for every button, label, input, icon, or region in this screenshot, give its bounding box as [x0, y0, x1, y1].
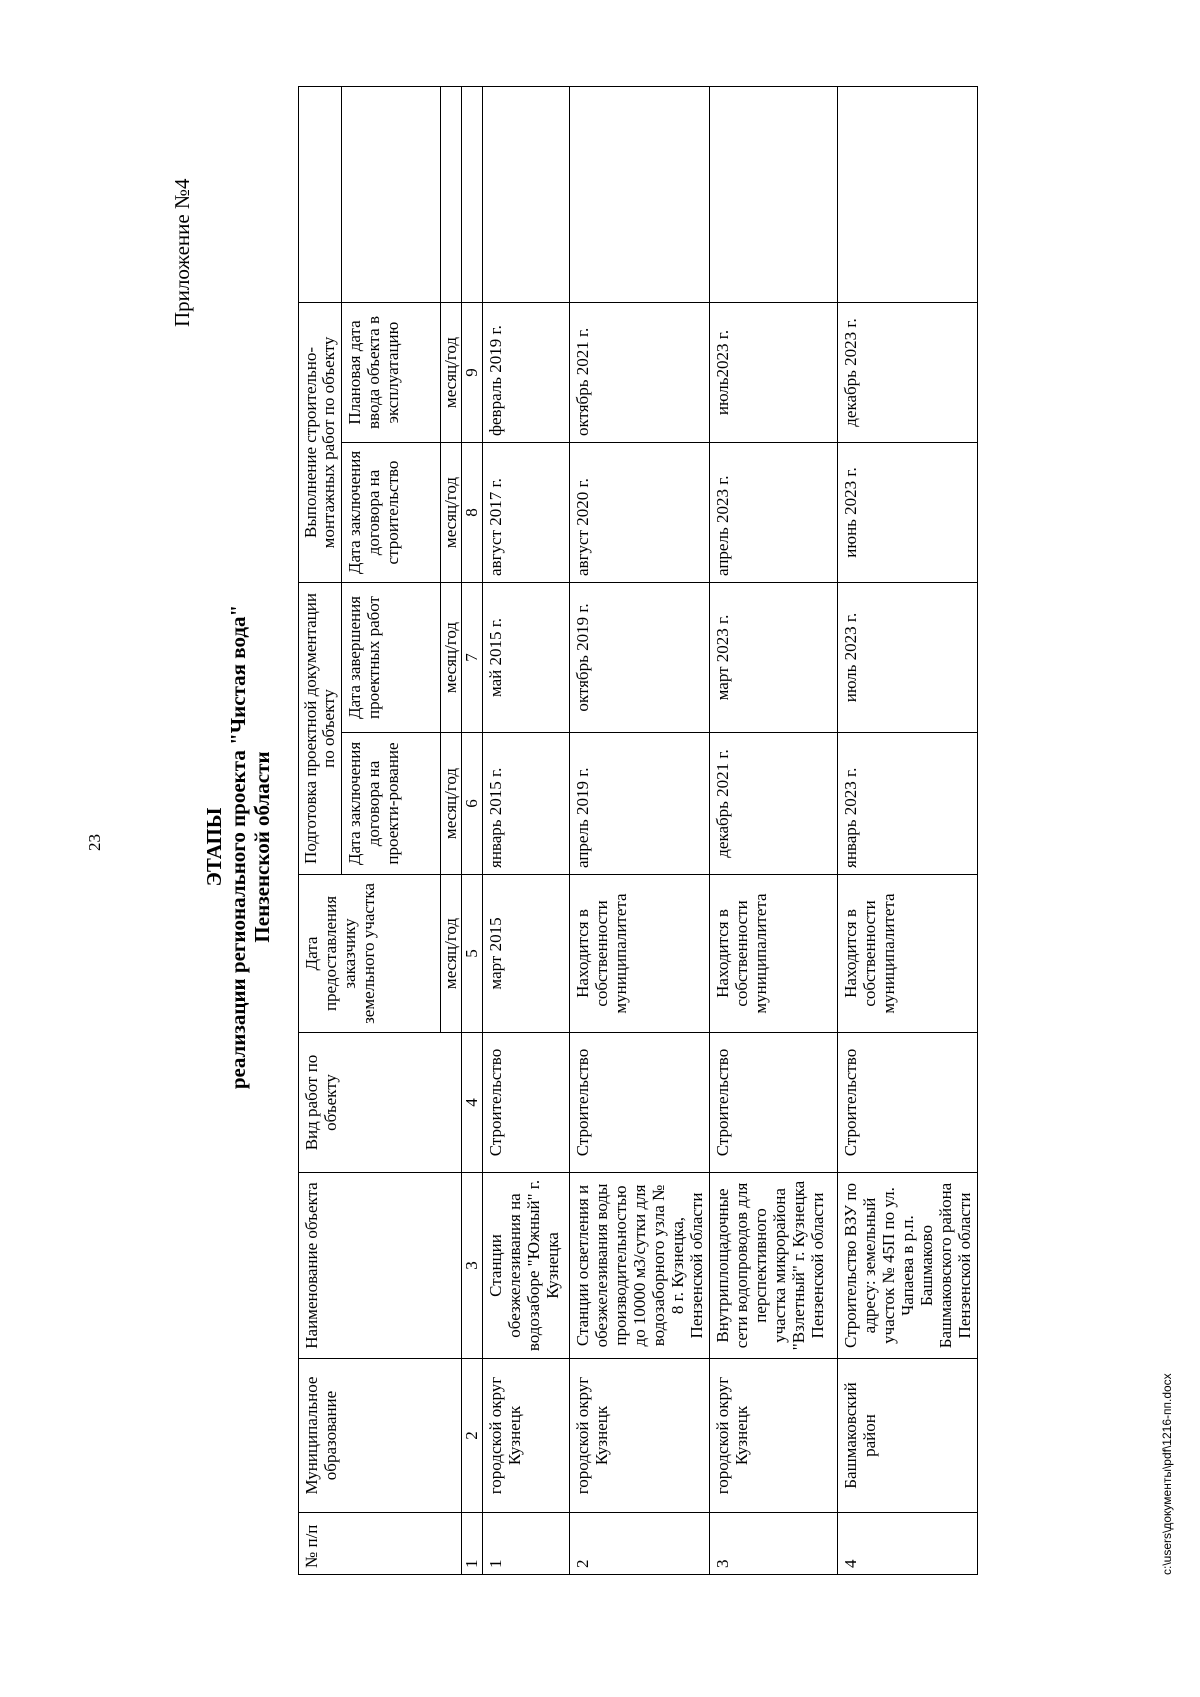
unit-build-contract: месяц/год — [441, 443, 462, 583]
cell-municipality: Башмаковский район — [838, 1359, 978, 1513]
cell-object: Станции обезжелезивания на водозаборе "Южный" г. Кузнецка — [483, 1173, 570, 1359]
appendix-label: Приложение №4 — [170, 178, 194, 327]
cell-design-end: октябрь 2019 г. — [570, 583, 710, 733]
cell-municipality: городской округ Кузнецк — [710, 1359, 838, 1513]
cell-num: 3 — [710, 1513, 838, 1575]
column-number: 3 — [462, 1173, 483, 1359]
header-row-groups — [299, 86, 342, 1574]
cell-work-type: Строительство — [710, 1033, 838, 1173]
cell-build-contract: апрель 2023 г. — [710, 443, 838, 583]
unit-design-contract: месяц/год — [441, 733, 462, 875]
stages-table — [298, 86, 978, 1575]
cell-num: 2 — [570, 1513, 710, 1575]
table-row — [570, 86, 710, 1574]
row-spacer — [570, 86, 710, 302]
table-row — [483, 86, 570, 1574]
header-spacer — [342, 86, 441, 302]
column-number: 5 — [462, 875, 483, 1033]
row-spacer — [838, 86, 978, 302]
cell-commission: октябрь 2021 г. — [570, 302, 710, 442]
unit-land-date: месяц/год — [441, 875, 462, 1033]
header-design-end: Дата завершения проектных работ — [342, 583, 441, 733]
cell-design-end: март 2023 г. — [710, 583, 838, 733]
cell-object: Внутриплощадочные сети водопроводов для перспективного участка микрорайона "Взлетный" г. Кузнецка Пензенской области — [710, 1173, 838, 1359]
column-number: 4 — [462, 1033, 483, 1173]
cell-commission: июль2023 г. — [710, 302, 838, 442]
table-row — [838, 86, 978, 1574]
cell-build-contract: июнь 2023 г. — [838, 443, 978, 583]
title-line-3: Пензенской области — [250, 751, 274, 943]
header-spacer — [299, 86, 342, 302]
header-spacer — [462, 86, 483, 302]
cell-design-end: июль 2023 г. — [838, 583, 978, 733]
cell-municipality: городской округ Кузнецк — [483, 1359, 570, 1513]
header-work-type: Вид работ по объекту — [299, 1033, 462, 1173]
column-number: 8 — [462, 443, 483, 583]
unit-commission: месяц/год — [441, 302, 462, 442]
header-build-contract: Дата заключения договора на строительство — [342, 443, 441, 583]
cell-num: 4 — [838, 1513, 978, 1575]
cell-design-contract: январь 2023 г. — [838, 733, 978, 875]
cell-design-end: май 2015 г. — [483, 583, 570, 733]
header-land-date: Дата предоставления заказчику земельного участка — [299, 875, 441, 1033]
header-group-design: Подготовка проектной документации по объекту — [299, 583, 342, 875]
cell-land-date: Находится в собственности муниципалитета — [838, 875, 978, 1033]
header-commission: Плановая дата ввода объекта в эксплуатацию — [342, 302, 441, 442]
cell-land-date: Находится в собственности муниципалитета — [570, 875, 710, 1033]
cell-work-type: Строительство — [483, 1033, 570, 1173]
title-line-1: ЭТАПЫ — [202, 807, 226, 887]
cell-build-contract: август 2020 г. — [570, 443, 710, 583]
cell-work-type: Строительство — [838, 1033, 978, 1173]
column-numbers-row — [462, 86, 483, 1574]
header-object: Наименование объекта — [299, 1173, 462, 1359]
column-number: 1 — [462, 1513, 483, 1575]
header-group-construction: Выполнение строительно-монтажных работ по объекту — [299, 302, 342, 582]
header-num: № п/п — [299, 1513, 462, 1575]
header-spacer — [441, 86, 462, 302]
page-number: 23 — [85, 834, 104, 851]
column-number: 9 — [462, 302, 483, 442]
header-municipality: Муниципальное образование — [299, 1359, 462, 1513]
file-path: c:\users\документы\pdf\1216-пп.docx — [1160, 1373, 1174, 1575]
cell-object: Станции осветления и обезжелезивания воды производительностью до 10000 м3/сутки для водозаборного узла № 8 г. Кузнецка, Пензенской области — [570, 1173, 710, 1359]
cell-land-date: Находится в собственности муниципалитета — [710, 875, 838, 1033]
cell-design-contract: январь 2015 г. — [483, 733, 570, 875]
cell-land-date: март 2015 — [483, 875, 570, 1033]
cell-commission: декабрь 2023 г. — [838, 302, 978, 442]
unit-design-end: месяц/год — [441, 583, 462, 733]
table-row — [710, 86, 838, 1574]
cell-design-contract: апрель 2019 г. — [570, 733, 710, 875]
cell-municipality: городской округ Кузнецк — [570, 1359, 710, 1513]
document-title — [202, 297, 274, 1397]
cell-work-type: Строительство — [570, 1033, 710, 1173]
title-line-2: реализации регионального проекта "Чистая вода" — [226, 604, 250, 1090]
cell-design-contract: декабрь 2021 г. — [710, 733, 838, 875]
column-number: 2 — [462, 1359, 483, 1513]
cell-object: Строительство ВЗУ по адресу: земельный участок № 45П по ул. Чапаева в р.п. Башмаково Башмаковского района Пензенской области — [838, 1173, 978, 1359]
column-number: 6 — [462, 733, 483, 875]
header-design-contract: Дата заключения договора на проекти-рование — [342, 733, 441, 875]
cell-num: 1 — [483, 1513, 570, 1575]
cell-build-contract: август 2017 г. — [483, 443, 570, 583]
row-spacer — [710, 86, 838, 302]
cell-commission: февраль 2019 г. — [483, 302, 570, 442]
column-number: 7 — [462, 583, 483, 733]
row-spacer — [483, 86, 570, 302]
